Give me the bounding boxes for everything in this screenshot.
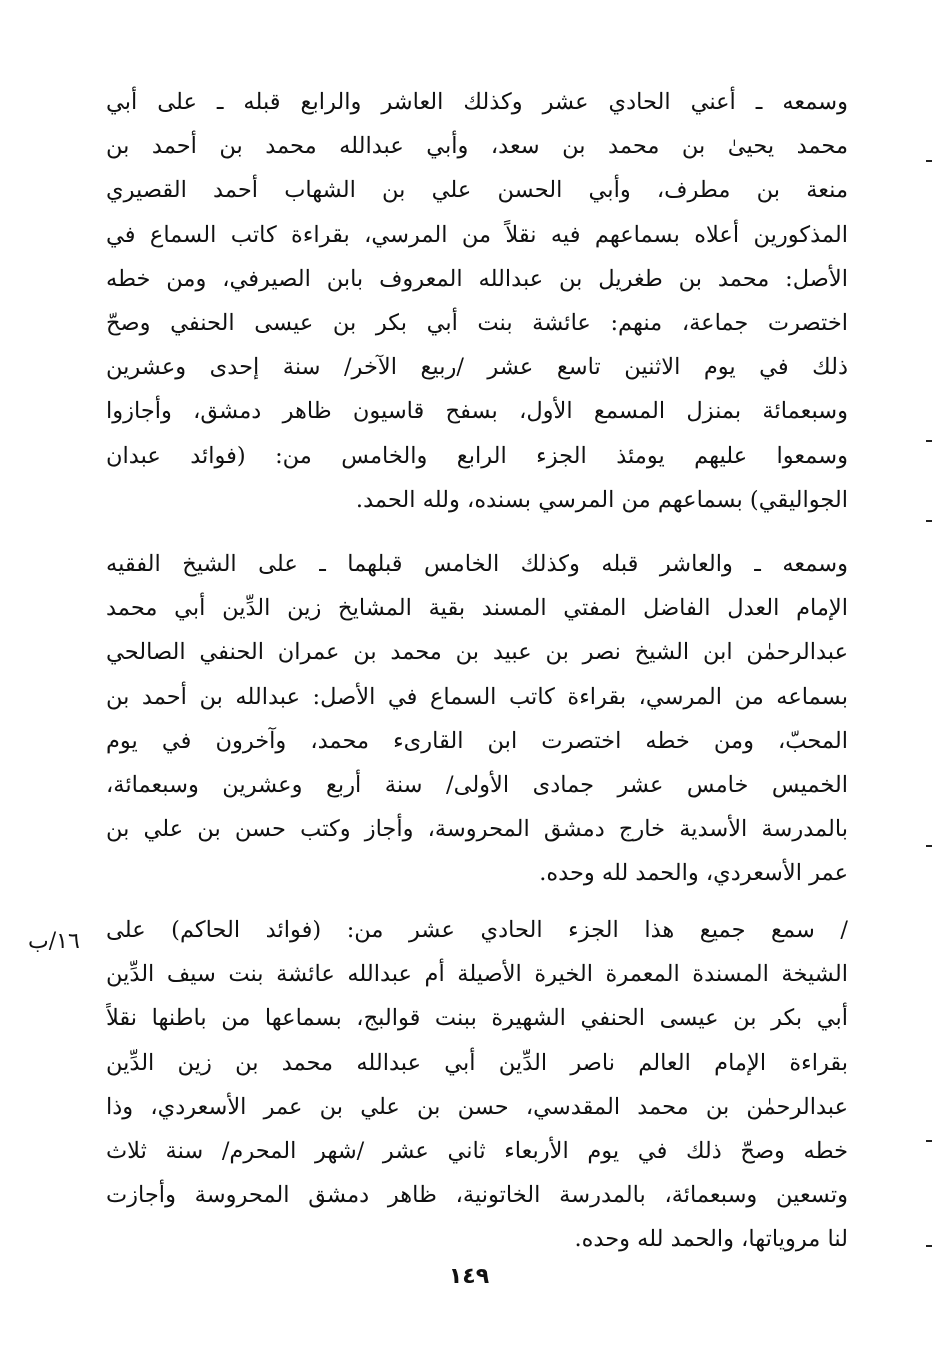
text-line: عبدالرحمٰن بن محمد المقدسي، حسن بن علي بن عمر الأسعردي، وذا bbox=[106, 1093, 848, 1120]
text-line: الخميس خامس عشر جمادى الأولى/ سنة أربع وعشرين وسبعمائة، bbox=[106, 771, 848, 798]
text-line: وتسعين وسبعمائة، بالمدرسة الخاتونية، ظاهر دمشق المحروسة وأجازت bbox=[106, 1182, 848, 1209]
paragraph-1 bbox=[106, 80, 848, 522]
text-line: المذكورين أعلاه بسماعهم فيه نقلاً من المرسي، بقراءة كاتب السماع في bbox=[106, 221, 848, 248]
text-line: ذلك في يوم الاثنين تاسع عشر /ربيع الآخر/ سنة إحدى وعشرين bbox=[106, 354, 848, 381]
text-line: وسمعوا عليهم يومئذ الجزء الرابع والخامس من: (فوائد عبدان bbox=[106, 442, 848, 469]
text-line: محمد يحيىٰ بن محمد بن سعد، وأبي عبدالله محمد بن أحمد بن bbox=[106, 133, 848, 160]
text-line: الشيخة المسندة المعمرة الخيرة الأصيلة أم عبدالله عائشة بنت سيف الدِّين bbox=[106, 961, 848, 988]
paragraph-2 bbox=[106, 542, 848, 896]
text-line: الإمام العدل الفاضل المفتي المسند بقية المشايخ زين الدِّين أبي محمد bbox=[106, 595, 848, 622]
text-line: لنا مروياتها، والحمد لله وحده. bbox=[574, 1226, 848, 1253]
text-line: عمر الأسعردي، والحمد لله وحده. bbox=[539, 860, 848, 887]
text-line: الجواليقي) بسماعهم من المرسي بسنده، ولله الحمد. bbox=[355, 486, 848, 513]
text-line: الأصل: محمد بن طغريل بن عبدالله المعروف بابن الصيرفي، ومن خطه bbox=[106, 265, 848, 292]
text-line: / سمع جميع هذا الجزء الحادي عشر من: (فوائد الحاكم) على bbox=[106, 917, 848, 943]
text-line: اختصرت جماعة، منهم: عائشة بنت أبي بكر بن عيسى الحنفي وصحّ bbox=[106, 309, 848, 336]
text-line: منعة بن مطرف، وأبي الحسن علي بن الشهاب أحمد القصيري bbox=[106, 177, 848, 204]
text-line: وسبعمائة بمنزل المسمع الأول، بسفح قاسيون ظاهر دمشق، وأجازوا bbox=[106, 398, 848, 425]
text-line: بقراءة الإمام العالم ناصر الدِّين أبي عبدالله محمد بن زين الدِّين bbox=[106, 1049, 848, 1076]
text-line: بسماعه من المرسي، بقراءة كاتب السماع في الأصل: عبدالله بن أحمد بن bbox=[106, 683, 848, 710]
scan-edge-mark bbox=[926, 160, 932, 162]
scan-edge-mark bbox=[926, 1140, 932, 1142]
text-line: وسمعه ـ أعني الحادي عشر وكذلك العاشر والرابع قبله ـ على أبي bbox=[106, 89, 848, 115]
scan-edge-mark bbox=[926, 845, 932, 847]
text-line: بالمدرسة الأسدية خارج دمشق المحروسة، وأجاز وكتب حسن بن علي بن bbox=[106, 816, 848, 843]
scan-edge-mark bbox=[926, 1245, 932, 1247]
text-line: عبدالرحمٰن ابن الشيخ نصر بن عبيد بن محمد بن عمران الحنفي الصالحي bbox=[106, 639, 848, 666]
text-line: وسمعه ـ والعاشر قبله وكذلك الخامس قبلهما ـ على الشيخ الفقيه bbox=[106, 551, 848, 577]
scan-edge-mark bbox=[926, 520, 932, 522]
scan-edge-mark bbox=[926, 440, 932, 442]
text-line: المحبّ، ومن خطه اختصرت ابن القارىء محمد، وآخرون في يوم bbox=[106, 727, 848, 754]
text-line: أبي بكر بن عيسى الحنفي الشهيرة ببنت قوالبج، بسماعها من باطنها نقلاً bbox=[106, 1005, 848, 1032]
text-line: خطه وصحّ ذلك في يوم الأربعاء ثاني عشر /شهر المحرم/ سنة ثلاث bbox=[106, 1137, 848, 1164]
folio-marginal-note: ١٦/ب bbox=[28, 929, 80, 954]
page-number: ١٤٩ bbox=[448, 1264, 490, 1289]
paragraph-3 bbox=[106, 908, 848, 1262]
